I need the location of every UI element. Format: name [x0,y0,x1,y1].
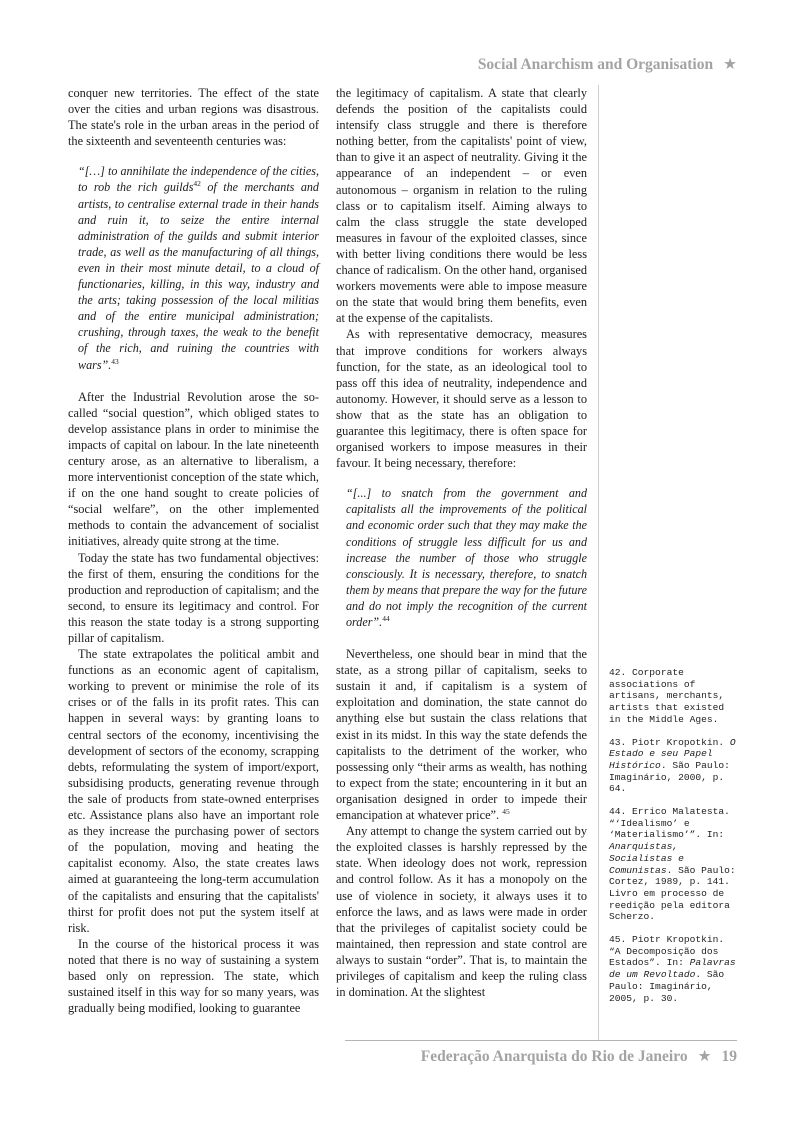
header-title: Social Anarchism and Organisation [477,56,714,73]
footnote-ref[interactable]: 43 [111,356,119,366]
block-quote: “[…] to annihilate the independence of the cities, to rob the rich guilds$^{42}$ of the merchants and artists, to centralise external trade in their hands and ruin it, to seize the entire internal administration of the guilds and submit interior trade, as well as the manufacturing of all things, even in their most minute detail, to a cloud of functionaries, killing, in this way, industry and the arts; taking possession of the local militias and of the entire municipal administration; crushing, through taxes, the weak to the benefit of the rich, and ruining the countries with wars”.$^{43}$ [78,164,319,372]
footer-publisher: Federação Anarquista do Rio de Janeiro [420,1048,688,1065]
page-number: 19 [721,1048,737,1065]
running-footer [421,1047,737,1066]
footnote-43: 43. Piotr Kropotkin. O Estado e seu Papel Histórico. São Paulo: Imaginário, 2000, p. 64. [609,736,736,795]
footer-divider [345,1040,737,1041]
running-header [478,55,737,74]
paragraph: Today the state has two fundamental objectives: the first of them, ensuring the conditions for the production and reproduction of capitalism; and the second, to ensure its legitimacy and control. For this reason the state today is a strong supporting pillar of capitalism. [68,550,319,645]
paragraph: As with representative democracy, measures that improve conditions for workers always function, for the state, as an ideological tool to pass off this idea of neutrality, independence and autonomy. However, it should serve as a lesson to show that as the state has an obligation to guarantee this legitimacy, there is often space for organised workers to impose measures in their favour. It being necessary, therefore: [336,327,587,471]
paragraph: Any attempt to change the system carried out by the exploited classes is harshly repressed by the state. When ideology does not work, repression and control follow. As it has a monopoly on the use of violence in society, it always uses it to enforce the laws, and as laws were made in order that the privileges of capitalist society could be maintained, then repression and state control are always to sustain “order”. That is, to maintain the privileges of capitalism and keep the ruling class in domination. At the slightest [336,824,587,1000]
footnote-45: 45. Piotr Kropotkin. “A Decomposição dos Estados”. In: Palavras de um Revoltado. São Paulo: Imaginário, 2005, p. 30. [609,934,736,1004]
footnote-ref[interactable]: 42 [193,179,201,189]
paragraph: After the Industrial Revolution arose the so-called “social question”, which obliged states to develop assistance plans in order to minimise the impacts of capital on labour. In the late nineteenth century arose, as an alternative to liberalism, a more interventionist conception of the state which, if on the one hand sought to create policies of “social welfare”, on the other implemented methods to contain the advancement of socialist initiatives, already quite strong at the time. [68,389,319,549]
paragraph: The state extrapolates the political ambit and functions as an economic agent of capitalism, working to prevent or minimise the role of its crises or of the falls in its profit rates. This can happen in several ways: by granting loans to central sectors of the economy, incentivising the development of sectors of the economy, scrapping debts, reformulating the system of import/export, subsidising products, generating revenue through the sale of products from state-owned enterprises etc. Assistance plans also have an important role as they increase the purchasing power of sectors of the population, moving and heating the capitalist economy. Also, the state creates laws aimed at guaranteeing the long-term accumulation of the capitalists and ensuring that the capitalists' thirst for profit does not put the system itself at risk. [68,647,319,935]
text-column-right [336,85,587,1000]
star-icon: ★ [697,1048,712,1065]
footnote-42: 42. Corporate associations of artisans, merchants, artists that existed in the Middle Ages. [609,667,725,725]
footnote-ref[interactable]: 44 [382,614,390,623]
footnotes [609,667,739,1015]
star-icon: ★ [723,56,737,73]
footnote-ref[interactable]: 45 [502,807,510,817]
column-divider [598,85,599,1040]
paragraph: conquer new territories. The effect of the state over the cities and urban regions was disastrous. The state's role in the urban areas in the period of the sixteenth and seventeenth centuries was: [68,86,319,149]
paragraph: Nevertheless, one should bear in mind that the state, as a strong pillar of capitalism, seeks to sustain it and, if capitalism is a system of exploitation and domination, the state cannot do anything else but sustain the class relations that exist in its midst. In this way the state defends the capitalists to the detriment of the worker, who possessing only “their arms as wealth, has nothing to expect from the state; encountering in it but an organisation designed in order to impede their emancipation at whatever price”. $^{45}$ [336,647,587,823]
footnote-44: 44. Errico Malatesta. “‘Idealismo’ e ‘Materialismo’”. In: Anarquistas, Socialistas e Comunistas. São Paulo: Cortez, 1989, p. 141. Livro em processo de reedição pela editora Scherzo. [609,806,736,923]
paragraph: In the course of the historical process it was noted that there is no way of sustaining a system based only on repression. The state, which sustained itself in this way for so many years, was gradually being modified, looking to guarantee [68,936,319,1016]
block-quote: “[...] to snatch from the government and capitalists all the improvements of the political and economic order such that they may make the conditions of struggle less difficult for us and increase the number of those who struggle consciously. It is necessary, therefore, to snatch them by means that prepare the way for the future and do not imply the recognition of the current order”.$^{44}$ [346,486,587,629]
paragraph: the legitimacy of capitalism. A state that clearly defends the position of the capitalists could intensify class struggle and there is therefore nothing better, from the capitalists' point of view, than to give it an aspect of neutrality. Giving it the appearance of an independent – or even autonomous – organism in relation to the ruling class or to capitalism itself. Aiming always to calm the class struggle the state developed measures in favour of the exploited classes, since with better living conditions there would be less chance of radicalism. On the other hand, organised workers movements were able to impose measure on the state that would bring them benefits, even at the expense of the capitalists. [336,86,588,326]
text-column-left [68,85,319,1016]
